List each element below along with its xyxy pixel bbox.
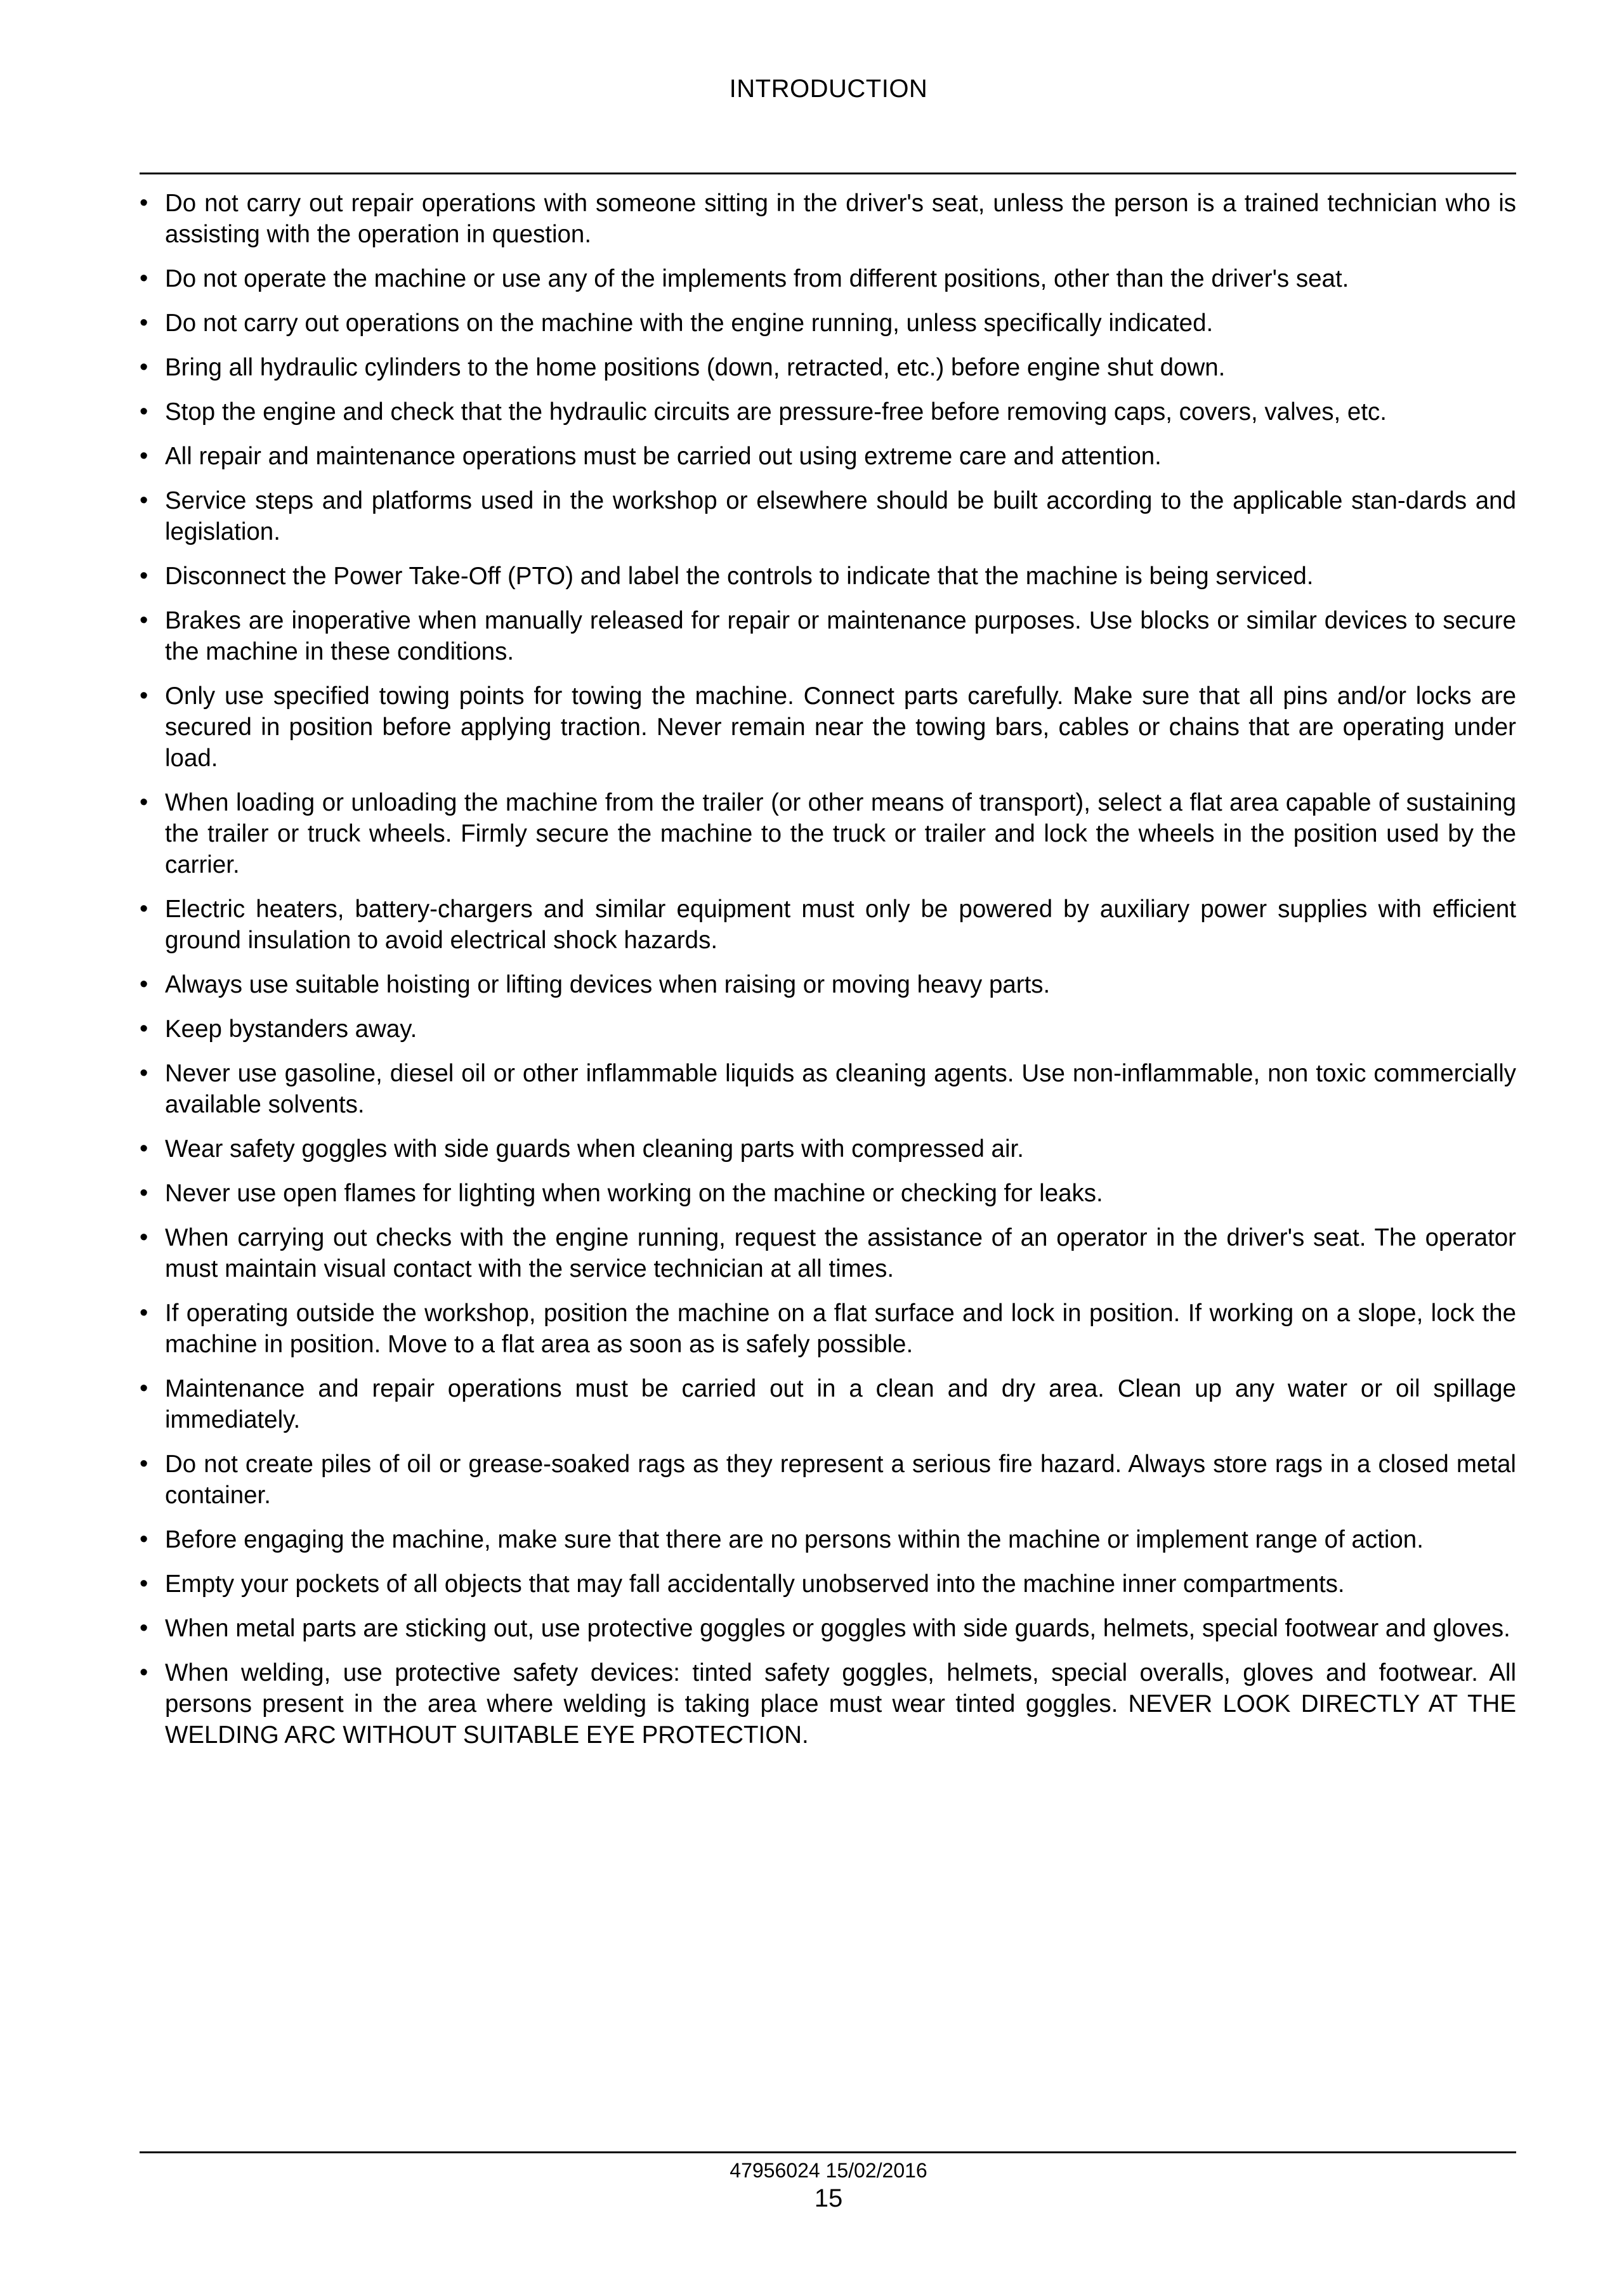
bullet-text: Brakes are inoperative when manually released for repair or maintenance purposes. Use blocks or similar devices to secure the machine in these conditions. [165,607,1516,665]
bullet-dot-icon: • [140,1060,148,1086]
bullet-dot-icon: • [140,354,148,381]
bullet-text: Do not carry out repair operations with someone sitting in the driver's seat, unless the person is a trained technician who is assisting with the operation in question. [165,190,1516,248]
bullet-dot-icon: • [140,1659,148,1686]
bullet-text: Stop the engine and check that the hydraulic circuits are pressure-free before removing caps, covers, valves, etc. [165,398,1387,426]
bullet-text: Disconnect the Power Take-Off (PTO) and label the controls to indicate that the machine is being serviced. [165,563,1314,590]
bullet-text: Never use open flames for lighting when working on the machine or checking for leaks. [165,1180,1103,1207]
bullet-text: Do not carry out operations on the machine with the engine running, unless specifically indicated. [165,310,1214,337]
footer-divider [140,2151,1516,2153]
bullet-item [140,787,1516,880]
bullet-item [140,1524,1516,1555]
bullet-item [140,969,1516,1000]
bullet-dot-icon: • [140,971,148,998]
bullet-dot-icon: • [140,1300,148,1326]
bullet-dot-icon: • [140,1570,148,1597]
bullet-text: Keep bystanders away. [165,1015,417,1043]
bullet-item [140,894,1516,956]
bullet-text: Before engaging the machine, make sure that there are no persons within the machine or implement range of action. [165,1526,1424,1553]
bullet-text: Bring all hydraulic cylinders to the home positions (down, retracted, etc.) before engine shut down. [165,354,1226,381]
page-number: 15 [814,2184,843,2212]
bullet-dot-icon: • [140,607,148,634]
bullet-dot-icon: • [140,896,148,922]
bullet-text: Maintenance and repair operations must be carried out in a clean and dry area. Clean up any water or oil spillage immediately. [165,1375,1516,1433]
bullet-item [140,561,1516,592]
bullet-dot-icon: • [140,789,148,816]
bullet-text: All repair and maintenance operations must be carried out using extreme care and attention. [165,443,1162,470]
bullet-dot-icon: • [140,310,148,336]
bullet-text: When loading or unloading the machine from the trailer (or other means of transport), select a flat area capable of sustaining the trailer or truck wheels. Firmly secure the machine to the truck or trailer and lock the wheels in the position used by the carrier. [165,789,1516,878]
bullet-text: Always use suitable hoisting or lifting devices when raising or moving heavy parts. [165,971,1051,998]
bullet-dot-icon: • [140,682,148,709]
bullet-text: Electric heaters, battery-chargers and similar equipment must only be powered by auxiliary power supplies with efficient ground insulation to avoid electrical shock hazards. [165,896,1516,954]
bullet-item [140,188,1516,250]
bullet-dot-icon: • [140,1375,148,1402]
bullet-item [140,1014,1516,1045]
bullet-item [140,1569,1516,1600]
bullet-item [140,1133,1516,1164]
bullet-dot-icon: • [140,1451,148,1477]
bullet-dot-icon: • [140,563,148,589]
bullet-dot-icon: • [140,1526,148,1553]
bullet-dot-icon: • [140,398,148,425]
bullet-item [140,1058,1516,1120]
bullet-dot-icon: • [140,1015,148,1042]
bullet-text: Only use specified towing points for towing the machine. Connect parts carefully. Make sure that all pins and/or locks are secured in position before applying traction. Never remain near the towing bars, cables or chains that are operating under load. [165,682,1516,772]
bullet-text: Do not create piles of oil or grease-soaked rags as they represent a serious fire hazard. Always store rags in a closed metal container. [165,1451,1516,1509]
bullet-item [140,441,1516,472]
bullet-item [140,605,1516,667]
safety-bullet-list [140,188,1516,1764]
bullet-item [140,1178,1516,1209]
bullet-item [140,263,1516,294]
bullet-text: Wear safety goggles with side guards when cleaning parts with compressed air. [165,1135,1024,1163]
bullet-dot-icon: • [140,265,148,292]
bullet-text: When metal parts are sticking out, use protective goggles or goggles with side guards, helmets, special footwear and gloves. [165,1615,1510,1642]
bullet-item [140,485,1516,547]
bullet-text: Do not operate the machine or use any of the implements from different positions, other than the driver's seat. [165,265,1349,292]
bullet-item [140,396,1516,427]
bullet-item [140,1373,1516,1435]
bullet-item [140,1298,1516,1360]
bullet-dot-icon: • [140,443,148,469]
header-divider [140,173,1516,174]
bullet-item [140,1222,1516,1284]
bullet-item [140,308,1516,339]
bullet-text: When carrying out checks with the engine running, request the assistance of an operator in the driver's seat. The operator must maintain visual contact with the service technician at all times. [165,1224,1516,1282]
bullet-text: Never use gasoline, diesel oil or other inflammable liquids as cleaning agents. Use non-inflammable, non toxic commercially available solvents. [165,1060,1516,1118]
bullet-item [140,352,1516,383]
bullet-dot-icon: • [140,1615,148,1641]
bullet-dot-icon: • [140,487,148,514]
bullet-text: When welding, use protective safety devices: tinted safety goggles, helmets, special overalls, gloves and footwear. All persons present in the area where welding is taking place must wear tinted goggles. NEVER LOOK DIRECTLY AT THE WELDING ARC WITHOUT SUITABLE EYE PROTECTION. [165,1659,1516,1749]
section-header-title: INTRODUCTION [729,75,928,103]
bullet-dot-icon: • [140,1180,148,1206]
bullet-text: Service steps and platforms used in the workshop or elsewhere should be built according to the applicable stan-dards and legislation. [165,487,1516,545]
bullet-text: Empty your pockets of all objects that may fall accidentally unobserved into the machine inner compartments. [165,1570,1345,1598]
bullet-item [140,1449,1516,1511]
bullet-dot-icon: • [140,1135,148,1162]
bullet-text: If operating outside the workshop, position the machine on a flat surface and lock in position. If working on a slope, lock the machine in position. Move to a flat area as soon as is safely possible. [165,1300,1516,1358]
bullet-dot-icon: • [140,1224,148,1251]
bullet-item [140,1657,1516,1751]
footer-document-ref: 47956024 15/02/2016 [730,2159,927,2182]
bullet-item [140,1613,1516,1644]
bullet-item [140,681,1516,774]
bullet-dot-icon: • [140,190,148,216]
